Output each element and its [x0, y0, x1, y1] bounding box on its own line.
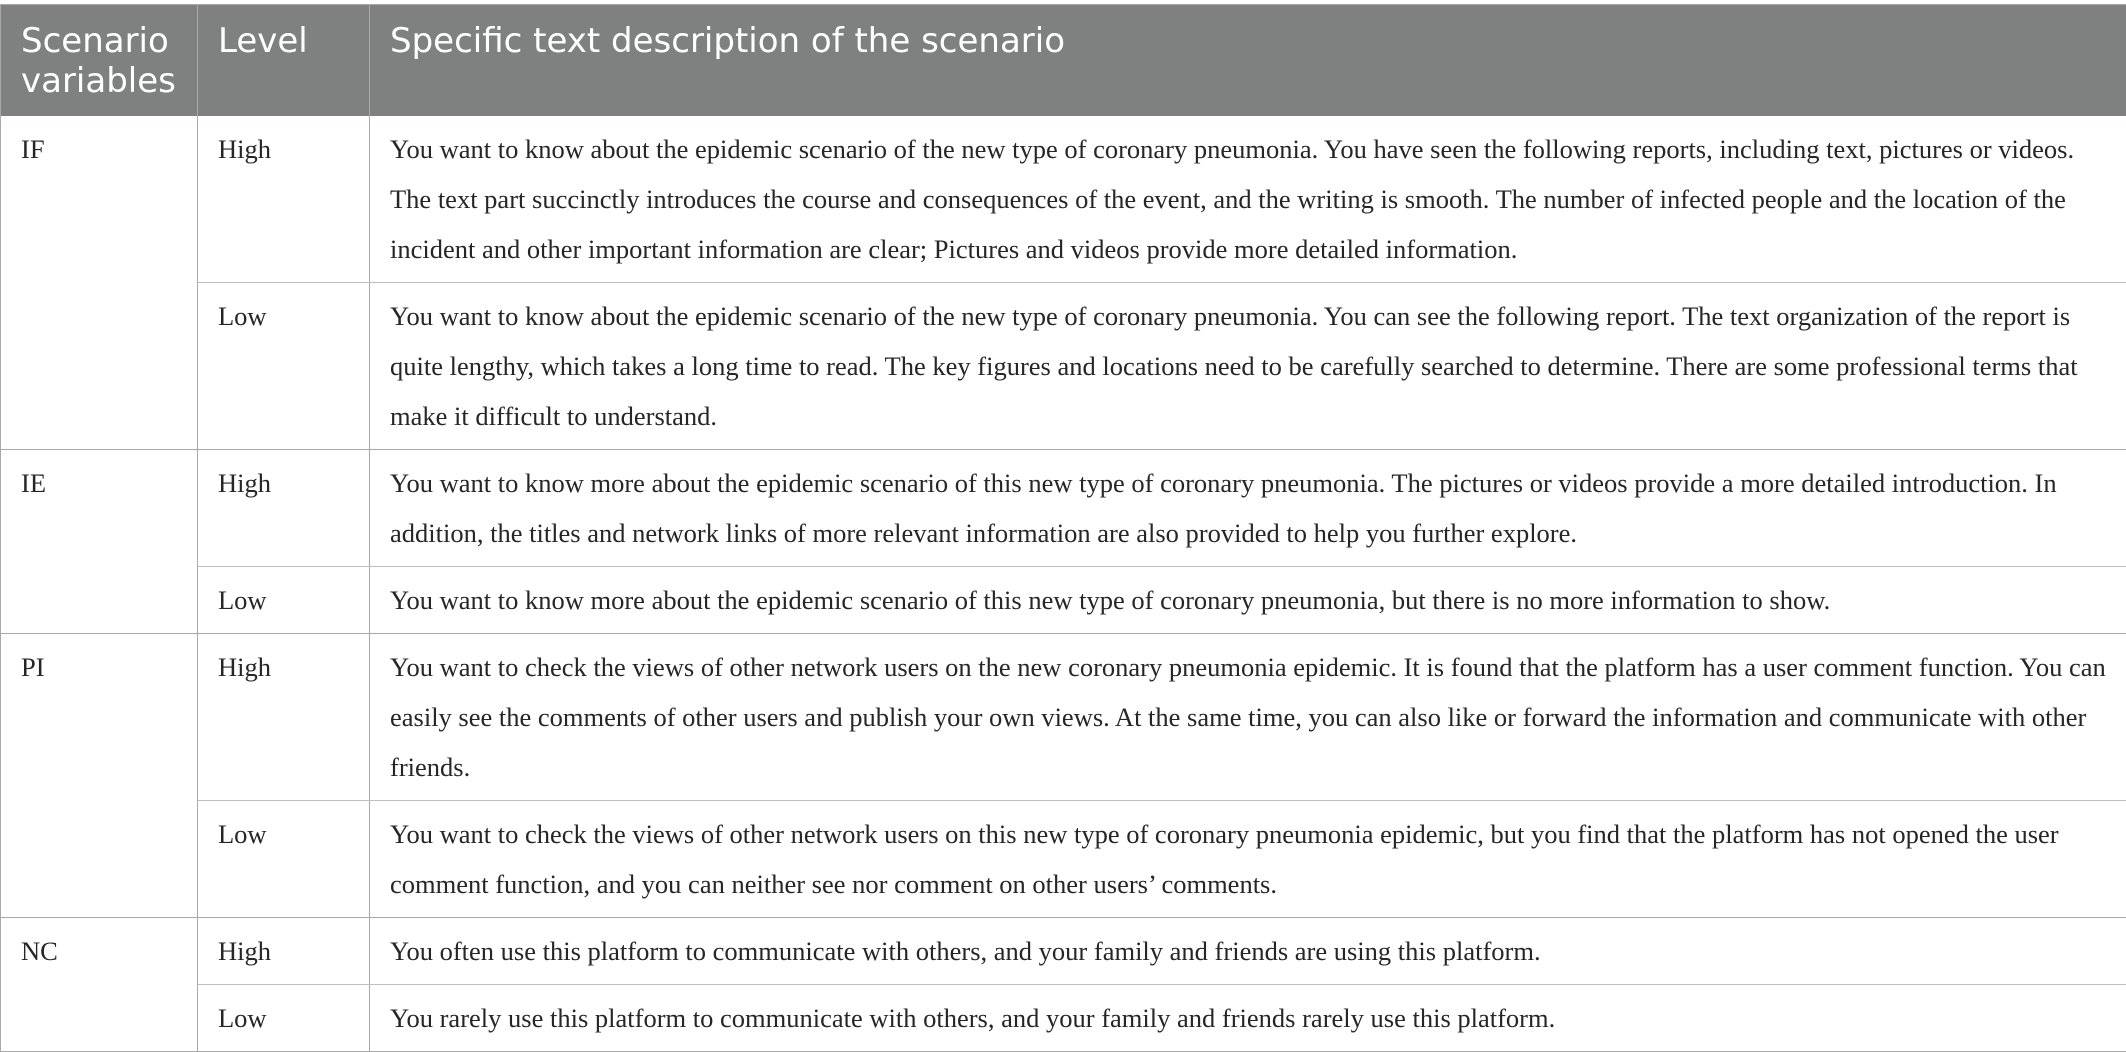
description-cell: You want to know more about the epidemic scenario of this new type of coronary pneumonia, but there is no more information to show. [370, 566, 2126, 633]
header-level: Level [198, 5, 370, 116]
level-cell: High [198, 633, 370, 800]
table-row [1, 566, 2126, 633]
header-description: Specific text description of the scenario [370, 5, 2126, 116]
description-cell: You want to know about the epidemic scenario of the new type of coronary pneumonia. You can see the following report. The text organization of the report is quite lengthy, which takes a long time to read. The key figures and locations need to be carefully searched to determine. There are some professional terms that make it difficult to understand. [370, 282, 2126, 449]
scenario-table [0, 4, 2126, 1052]
scenario-variable-cell: NC [1, 917, 198, 1051]
level-cell: High [198, 917, 370, 984]
scenario-variable-cell: IE [1, 449, 198, 633]
table-row [1, 116, 2126, 283]
table-row [1, 633, 2126, 800]
table-header [1, 5, 2126, 116]
table-row [1, 282, 2126, 449]
description-cell: You want to check the views of other network users on the new coronary pneumonia epidemic. It is found that the platform has a user comment function. You can easily see the comments of other users and publish your own views. At the same time, you can also like or forward the information and communicate with other friends. [370, 633, 2126, 800]
description-cell: You often use this platform to communicate with others, and your family and friends are using this platform. [370, 917, 2126, 984]
table-row [1, 800, 2126, 917]
description-cell: You want to know more about the epidemic scenario of this new type of coronary pneumonia. The pictures or videos provide a more detailed introduction. In addition, the titles and network links of more relevant information are also provided to help you further explore. [370, 449, 2126, 566]
table-row [1, 449, 2126, 566]
header-scenario-variables: Scenario variables [1, 5, 198, 116]
header-row [1, 5, 2126, 116]
table-body [1, 116, 2126, 1052]
scenario-variable-cell: IF [1, 116, 198, 450]
scenario-variable-cell: PI [1, 633, 198, 917]
table-row [1, 917, 2126, 984]
level-cell: Low [198, 282, 370, 449]
level-cell: Low [198, 566, 370, 633]
level-cell: High [198, 116, 370, 283]
description-cell: You want to check the views of other network users on this new type of coronary pneumonia epidemic, but you find that the platform has not opened the user comment function, and you can neither see nor comment on other users’ comments. [370, 800, 2126, 917]
description-cell: You want to know about the epidemic scenario of the new type of coronary pneumonia. You have seen the following reports, including text, pictures or videos. The text part succinctly introduces the course and consequences of the event, and the writing is smooth. The number of infected people and the location of the incident and other important information are clear; Pictures and videos provide more detailed information. [370, 116, 2126, 283]
level-cell: High [198, 449, 370, 566]
description-cell: You rarely use this platform to communicate with others, and your family and friends rarely use this platform. [370, 984, 2126, 1051]
table-row [1, 984, 2126, 1051]
level-cell: Low [198, 800, 370, 917]
level-cell: Low [198, 984, 370, 1051]
